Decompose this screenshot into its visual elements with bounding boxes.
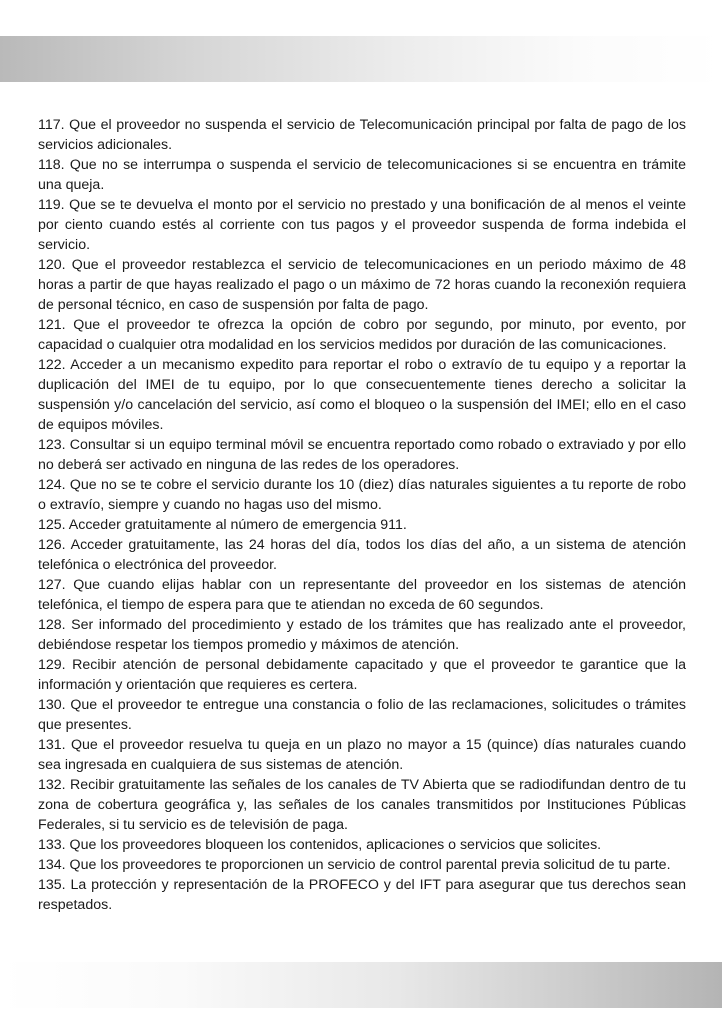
- list-item-127: 127. Que cuando elijas hablar con un representante del proveedor en los sistemas de atención telefónica, el tiempo de espera para que te atiendan no exceda de 60 segundos.: [38, 577, 686, 613]
- list-item-126: 126. Acceder gratuitamente, las 24 horas del día, todos los días del año, a un sistema de atención telefónica o electrónica del proveedor.: [38, 537, 686, 573]
- list-item-133: 133. Que los proveedores bloqueen los contenidos, aplicaciones o servicios que solicites.: [38, 837, 602, 853]
- header-decorative-band: [0, 36, 722, 82]
- list-item-118: 118. Que no se interrumpa o suspenda el servicio de telecomunicaciones si se encuentra en trámite una queja.: [38, 157, 686, 193]
- list-item-129: 129. Recibir atención de personal debidamente capacitado y que el proveedor te garantice que la información y orientación que requieres es certera.: [38, 657, 686, 693]
- list-item-122: 122. Acceder a un mecanismo expedito para reportar el robo o extravío de tu equipo y a reportar la duplicación del IMEI de tu equipo, por lo que consecuentemente tienes derecho a solicitar la suspensión y/o cancelación del servicio, así como el bloqueo o la suspensión del IMEI; ello en el caso de equipos móviles.: [38, 357, 686, 433]
- list-item-119: 119. Que se te devuelva el monto por el servicio no prestado y una bonificación de al menos el veinte por ciento cuando estés al corriente con tus pagos y el proveedor suspenda de forma indebida el servicio.: [38, 197, 686, 253]
- rights-list: [38, 115, 686, 915]
- list-item-124: 124. Que no se te cobre el servicio durante los 10 (diez) días naturales siguientes a tu reporte de robo o extravío, siempre y cuando no hagas uso del mismo.: [38, 477, 686, 513]
- list-item-130: 130. Que el proveedor te entregue una constancia o folio de las reclamaciones, solicitudes o trámites que presentes.: [38, 697, 686, 733]
- list-item-134: 134. Que los proveedores te proporcionen un servicio de control parental previa solicitud de tu parte.: [38, 857, 671, 873]
- list-item-123: 123. Consultar si un equipo terminal móvil se encuentra reportado como robado o extraviado y por ello no deberá ser activado en ninguna de las redes de los operadores.: [38, 437, 686, 473]
- list-item-132: 132. Recibir gratuitamente las señales de los canales de TV Abierta que se radiodifundan dentro de tu zona de cobertura geográfica y, las señales de los canales transmitidos por Instituciones Públicas Federales, si tu servicio es de televisión de paga.: [38, 777, 686, 833]
- list-item-128: 128. Ser informado del procedimiento y estado de los trámites que has realizado ante el proveedor, debiéndose respetar los tiempos promedio y máximos de atención.: [38, 617, 686, 653]
- footer-decorative-band: [0, 962, 722, 1008]
- list-item-135: 135. La protección y representación de la PROFECO y del IFT para asegurar que tus derechos sean respetados.: [38, 877, 686, 913]
- list-item-121: 121. Que el proveedor te ofrezca la opción de cobro por segundo, por minuto, por evento, por capacidad o cualquier otra modalidad en los servicios medidos por duración de las comunicaciones.: [38, 317, 686, 353]
- list-item-117: 117. Que el proveedor no suspenda el servicio de Telecomunicación principal por falta de pago de los servicios adicionales.: [38, 117, 686, 153]
- list-item-120: 120. Que el proveedor restablezca el servicio de telecomunicaciones en un periodo máximo de 48 horas a partir de que hayas realizado el pago o un máximo de 72 horas cuando la reconexión requiera de personal técnico, en caso de suspensión por falta de pago.: [38, 257, 686, 313]
- list-item-131: 131. Que el proveedor resuelva tu queja en un plazo no mayor a 15 (quince) días naturales cuando sea ingresada en cualquiera de sus sistemas de atención.: [38, 737, 686, 773]
- list-item-125: 125. Acceder gratuitamente al número de emergencia 911.: [38, 517, 407, 533]
